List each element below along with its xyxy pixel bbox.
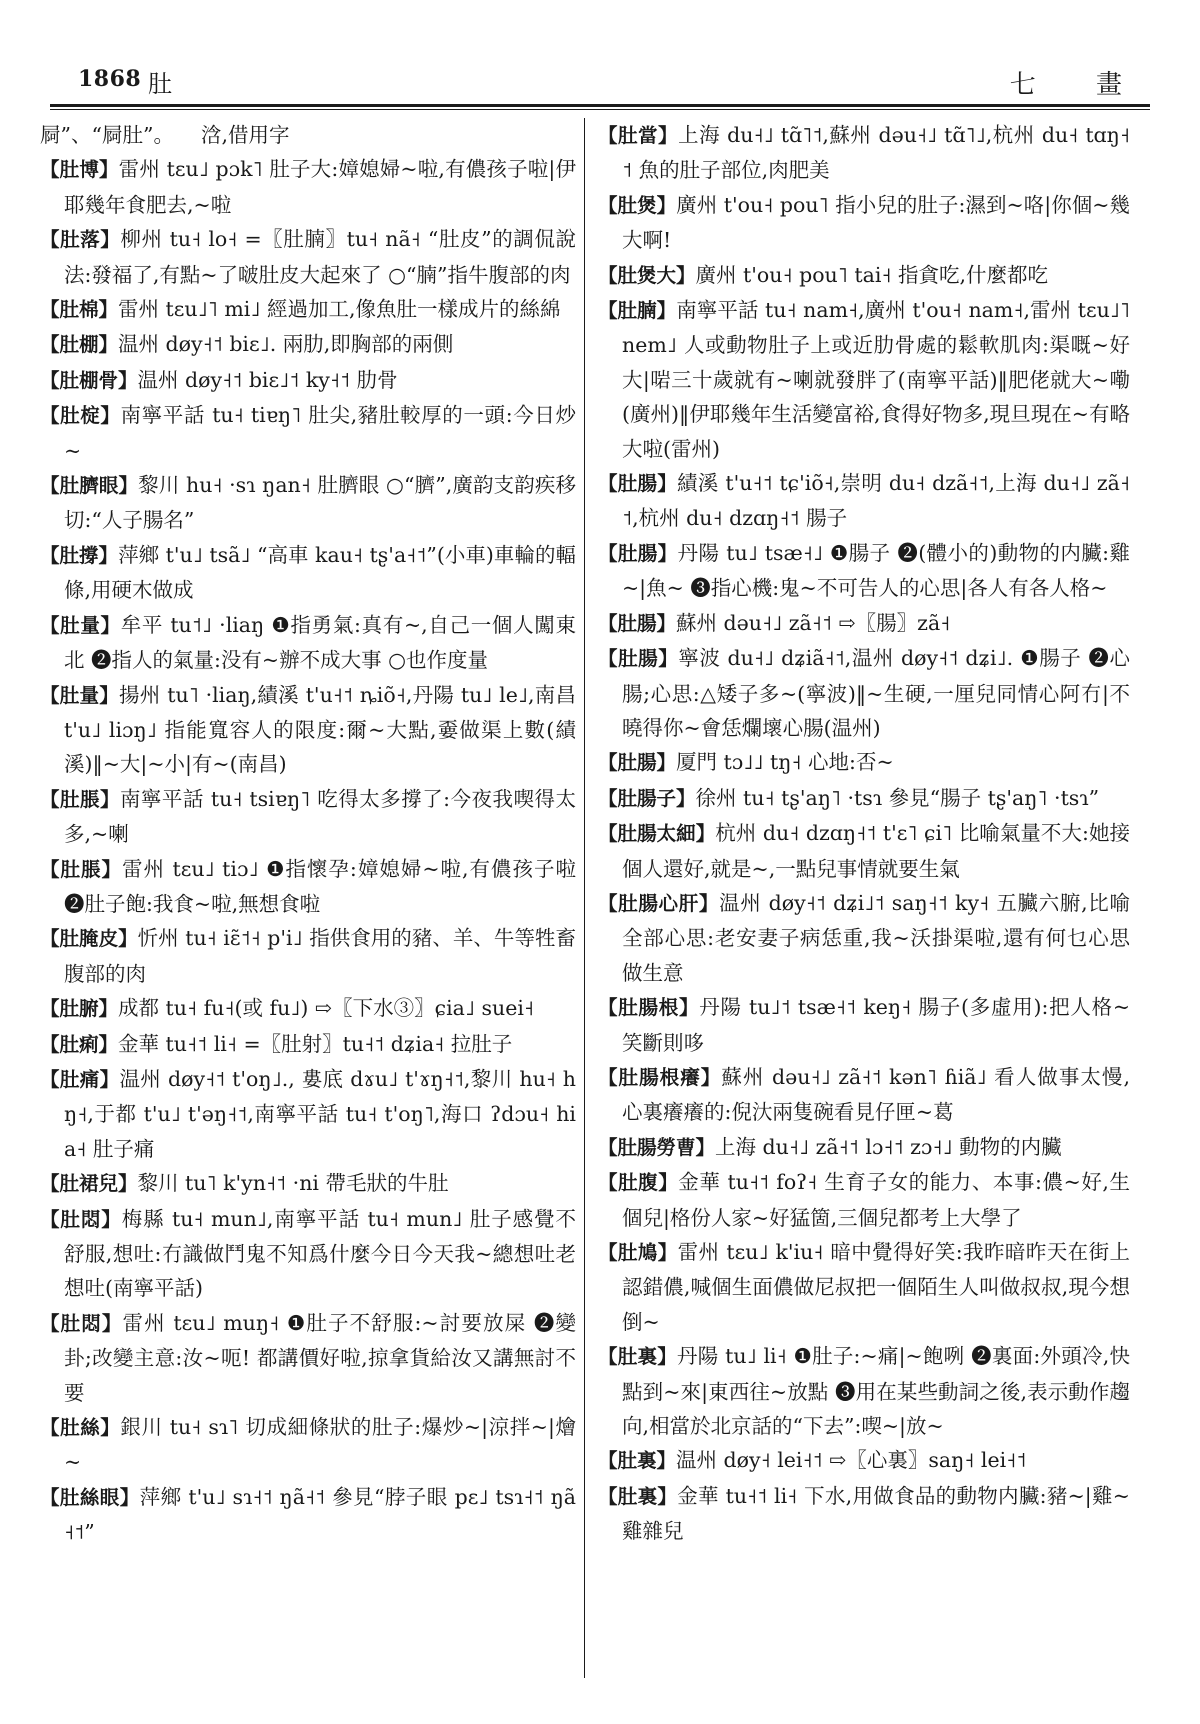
dictionary-entry bbox=[598, 1443, 1130, 1478]
entry-headword: 【肚腸】 bbox=[598, 541, 678, 565]
dictionary-entry bbox=[40, 1027, 576, 1062]
entry-text: 梅縣 tu˧ mun˩,南寧平話 tu˧ mun˩ 肚子感覺不舒服,想吐:冇識做鬥鬼不知爲什麼今日今天我~總想吐老想吐(南寧平話) bbox=[64, 1206, 576, 1301]
page-header bbox=[50, 62, 1150, 102]
entry-text: 金華 tu˧˦ li˧ =〖肚射〗tu˧˦ dʑia˧ 拉肚子 bbox=[118, 1031, 513, 1056]
entry-text: 金華 tu˧˦ foʔ˧ 生育子女的能力、本事:儂~好,生個兒|格份人家~好猛箇,三個兒都考上大學了 bbox=[622, 1170, 1130, 1230]
entry-headword: 【肚臍眼】 bbox=[40, 474, 139, 498]
entry-text: 廣州 t'ou˧ pou˥ tai˧ 指貪吃,什麼都吃 bbox=[695, 262, 1049, 287]
entry-headword: 【肚鳩】 bbox=[598, 1241, 678, 1264]
entry-headword: 【肚量】 bbox=[40, 683, 120, 707]
entry-headword: 【肚痢】 bbox=[40, 1032, 119, 1056]
entry-text: 黎川 hu˧ ·sɿ ŋan˧ 肚臍眼 ○“臍”,廣韵支韵疾移切:“人子腸名” bbox=[64, 473, 576, 533]
entry-text: 南寧平話 tu˧ nam˧,廣州 t'ou˧ nam˧,雷州 tɛu˩˥ nem˩ 人或動物肚子上或近肋骨處的鬆軟肌肉:渠嘅~好大|啱三十歲就有~喇就發胖了(南寧平話)‖肥佬就大~嘞(廣州)‖伊耶幾年生活變富裕,食得好物多,現旦現在~有略大啦(雷州) bbox=[622, 298, 1130, 461]
entry-headword: 【肚量】 bbox=[40, 613, 121, 637]
entry-text: 忻州 tu˧ iɛ̃˦˧ p'i˩ 指供食用的豬、羊、牛等牲畜腹部的肉 bbox=[64, 926, 576, 986]
entry-text: 南寧平話 tu˧ tsiɐŋ˥ 吃得太多撐了:今夜我喫得太多,~喇 bbox=[64, 786, 576, 847]
entry-headword: 【肚裙兒】 bbox=[40, 1172, 138, 1196]
entry-headword: 【肚煲大】 bbox=[598, 263, 696, 287]
entry-headword: 【肚當】 bbox=[598, 124, 679, 147]
dictionary-entry bbox=[598, 1165, 1130, 1235]
page-number: 1868 bbox=[78, 66, 142, 92]
dictionary-entry bbox=[598, 466, 1130, 536]
entry-headword: 【肚腸根】 bbox=[598, 996, 700, 1020]
entry-text: 黎川 tu˥ k'yn˧˦ ·ni 帶毛狀的牛肚 bbox=[137, 1171, 449, 1196]
entry-text: 徐州 tu˧ tʂ'aŋ˥ ·tsɿ 參見“腸子 tʂ'aŋ˥ ·tsɿ” bbox=[695, 785, 1100, 810]
entry-text: 績溪 t'u˧˦ tɕ'iõ˧,崇明 du˧ dzã˧˦,上海 du˧˩ zã˧˦,杭州 du˧ dzɑŋ˧˦ 腸子 bbox=[622, 471, 1130, 531]
entry-text: 南寧平話 tu˧ tiɐŋ˥ 肚尖,豬肚較厚的一頭:今日炒~ bbox=[64, 403, 576, 463]
entry-text: 銀川 tu˧ sɿ˥ 切成細條狀的肚子:爆炒~|涼拌~|燴~ bbox=[64, 1415, 576, 1475]
dictionary-entry bbox=[598, 536, 1130, 606]
entry-headword: 【肚痛】 bbox=[40, 1067, 120, 1091]
dictionary-entry bbox=[40, 1062, 576, 1166]
dictionary-entry bbox=[40, 852, 576, 922]
entry-text: 揚州 tu˥ ·liaŋ,績溪 t'u˧˦ ȵiõ˧,丹陽 tu˩ le˩,南昌 t'u˩ liɔŋ˩ 指能寬容人的限度:爾~大點,嫑做渠上數(績溪)‖~大|~小|有~(南昌) bbox=[64, 682, 576, 777]
entry-text: 上海 du˧˩ zã˧˦ lɔ˧˦ zɔ˧˩ 動物的内臟 bbox=[715, 1134, 1062, 1159]
dictionary-entry bbox=[40, 222, 576, 292]
entry-headword: 【肚裏】 bbox=[598, 1484, 678, 1508]
dictionary-entry bbox=[40, 118, 576, 152]
entry-headword: 【肚落】 bbox=[40, 228, 121, 252]
entry-headword: 【肚脹】 bbox=[40, 857, 122, 881]
dictionary-entry bbox=[40, 782, 576, 852]
entry-text: 廣州 t'ou˧ pou˥ 指小兒的肚子:濕到~咯|你個~幾大啊! bbox=[622, 192, 1130, 253]
dictionary-entry bbox=[598, 118, 1130, 188]
entry-text: 金華 tu˧˦ li˧ 下水,用做食品的動物内臟:豬~|雞~雞雜兒 bbox=[622, 1483, 1130, 1544]
entry-headword: 【肚腸】 bbox=[598, 611, 677, 635]
entry-headword: 【肚腸心肝】 bbox=[598, 891, 720, 915]
header-rule bbox=[50, 104, 1150, 107]
entry-headword: 【肚棚骨】 bbox=[40, 368, 138, 392]
entry-text: 温州 døy˧˦ biɛ˩˦ ky˧˦ 肋骨 bbox=[137, 367, 398, 392]
dictionary-entry bbox=[598, 1235, 1130, 1339]
entry-text: 丹陽 tu˩˦ tsæ˧˦ keŋ˧ 腸子(多虛用):把人格~笑斷則哆 bbox=[622, 995, 1130, 1055]
left-column bbox=[40, 118, 576, 1550]
dictionary-entry bbox=[40, 678, 576, 782]
dictionary-entry bbox=[40, 1410, 576, 1480]
header-rule-thin bbox=[50, 109, 1150, 110]
dictionary-entry bbox=[40, 538, 576, 608]
entry-headword: 【肚棚】 bbox=[40, 333, 119, 357]
entry-text: 蘇州 dəu˧˩ zã˧˦ ⇨〖腸〗zã˧ bbox=[676, 610, 951, 635]
dictionary-entry bbox=[40, 991, 576, 1026]
entry-text: 雷州 tɛu˩ k'iu˧ 暗中覺得好笑:我昨暗昨天在街上認錯儂,喊個生面儂做尼叔把一個陌生人叫做叔叔,現今想倒~ bbox=[622, 1240, 1130, 1334]
entry-headword: 【肚絲】 bbox=[40, 1416, 121, 1440]
entry-text: 萍鄉 t'u˩ sɿ˧˦ ŋã˧˦ 參見“脖子眼 pɛ˩ tsɿ˧˦ ŋã˧˦” bbox=[64, 1484, 576, 1545]
entry-headword: 【肚腩】 bbox=[598, 299, 677, 323]
entry-headword: 【肚腸】 bbox=[598, 647, 679, 671]
entry-headword: 【肚裏】 bbox=[598, 1449, 677, 1473]
entry-headword: 【肚椗】 bbox=[40, 404, 121, 428]
dictionary-entry bbox=[598, 886, 1130, 990]
dictionary-entry bbox=[598, 293, 1130, 466]
dictionary-entry bbox=[40, 152, 576, 222]
entry-text: 柳州 tu˧ lo˧ =〖肚腩〗tu˧ nã˧ “肚皮”的調侃說法:發福了,有點~了啵肚皮大起來了 ○“腩”指牛腹部的肉 bbox=[64, 227, 576, 287]
dictionary-entry bbox=[598, 1060, 1130, 1130]
dictionary-entry bbox=[40, 608, 576, 678]
entry-headword: 【肚脹】 bbox=[40, 787, 120, 811]
dictionary-entry bbox=[40, 1306, 576, 1410]
dictionary-entry bbox=[598, 816, 1130, 886]
dictionary-entry bbox=[598, 781, 1130, 816]
dictionary-entry bbox=[40, 398, 576, 468]
entry-text: 温州 døy˧˦ biɛ˩. 兩肋,即胸部的兩側 bbox=[118, 332, 454, 357]
entry-headword: 【肚腸】 bbox=[598, 751, 677, 775]
dictionary-entry bbox=[598, 641, 1130, 745]
entry-headword: 【肚博】 bbox=[40, 158, 119, 182]
entry-text: 成都 tu˧ fu˧(或 fu˩) ⇨〖下水③〗ɕia˩ suei˧ bbox=[118, 996, 535, 1021]
entry-text: 雷州 tɛu˩˥ mi˩ 經過加工,像魚肚一樣成片的絲綿 bbox=[118, 297, 561, 322]
entry-text: 屙”、“屙肚”。 浛,借用字 bbox=[40, 123, 290, 147]
entry-text: 牟平 tu˦˩ ·liaŋ ❶指勇氣:真有~,自己一個人闖東北 ❷指人的氣量:没有~辦不成大事 ○也作度量 bbox=[64, 612, 576, 673]
entry-headword: 【肚棉】 bbox=[40, 298, 119, 322]
dictionary-entry bbox=[598, 1479, 1130, 1549]
entry-text: 杭州 du˧ dzɑŋ˧˦ t'ɛ˥ ɕi˥ 比喻氣量不大:她接個人還好,就是~,一點兒事情就要生氣 bbox=[622, 821, 1130, 881]
entry-headword: 【肚煲】 bbox=[598, 193, 677, 217]
entry-headword: 【肚裏】 bbox=[598, 1345, 677, 1369]
entry-text: 雷州 tɛu˩ muŋ˧ ❶肚子不舒服:~討要放屎 ❷變卦;改變主意:汝~呃! 都講價好啦,掠拿貨給汝又講無討不要 bbox=[64, 1310, 576, 1405]
entry-text: 温州 døy˧˦ t'oŋ˩., 婁底 dɤu˩ t'ɤŋ˧˦,黎川 hu˧ hŋ˧,于都 t'u˩ t'əŋ˧˦,南寧平話 tu˧ t'oŋ˥,海口 ʔdɔu˧ hia˧ 肚子痛 bbox=[64, 1066, 576, 1161]
entry-headword: 【肚腸勞曹】 bbox=[598, 1135, 716, 1159]
entry-headword: 【肚悶】 bbox=[40, 1207, 122, 1231]
entry-headword: 【肚絲眼】 bbox=[40, 1485, 140, 1509]
dictionary-entry bbox=[598, 258, 1130, 293]
dictionary-entry bbox=[40, 1480, 576, 1550]
entry-headword: 【肚腸太細】 bbox=[598, 822, 716, 846]
dictionary-entry bbox=[40, 292, 576, 327]
entry-text: 蘇州 dəu˧˩ zã˧˦ kən˥ ɦiã˩ 看人做事太慢,心裏癢癢的:倪汏兩隻碗看見仔匣~葛 bbox=[622, 1064, 1130, 1125]
entry-headword: 【肚悶】 bbox=[40, 1311, 123, 1335]
entry-text: 温州 døy˧˦ dʑi˩˦ saŋ˧˦ ky˧ 五臟六腑,比喻全部心思:老安妻子病恁重,我~沃掛渠啦,還有何乜心思做生意 bbox=[622, 890, 1130, 985]
running-head: 肚 bbox=[148, 70, 172, 98]
dictionary-entry bbox=[598, 188, 1130, 258]
entry-headword: 【肚撐】 bbox=[40, 543, 119, 567]
entry-text: 萍鄉 t'u˩ tsã˩ “高車 kau˧ tʂ'a˧˦”(小車)車輪的輻條,用硬木做成 bbox=[64, 542, 576, 603]
entry-text: 丹陽 tu˩ li˧ ❶肚子:~痛|~飽咧 ❷裏面:外頭冷,快點到~來|東西往~放點 ❸用在某些動詞之後,表示動作趨向,相當於北京話的“下去”:喫~|放~ bbox=[622, 1344, 1130, 1439]
right-column bbox=[598, 118, 1130, 1549]
dictionary-entry bbox=[40, 921, 576, 991]
entry-text: 丹陽 tu˩ tsæ˧˩ ❶腸子 ❷(體小的)動物的内臟:雞~|魚~ ❸指心機:鬼~不可告人的心思|各人有各人格~ bbox=[622, 540, 1130, 601]
entry-text: 雷州 tɛu˩ pɔk˥ 肚子大:嫜媳婦~啦,有儂孩子啦|伊耶幾年食肥去,~啦 bbox=[64, 157, 576, 217]
dictionary-entry bbox=[598, 990, 1130, 1060]
entry-headword: 【肚腸子】 bbox=[598, 786, 696, 810]
entry-text: 温州 døy˧ lei˧˦ ⇨〖心裏〗saŋ˧ lei˧˦ bbox=[676, 1448, 1027, 1473]
entry-headword: 【肚腸根癢】 bbox=[598, 1065, 722, 1089]
dictionary-entry bbox=[598, 1339, 1130, 1443]
dictionary-entry bbox=[40, 1202, 576, 1306]
dictionary-entry bbox=[40, 363, 576, 398]
dictionary-entry bbox=[598, 745, 1130, 780]
section-title: 七 畫 bbox=[1009, 70, 1148, 100]
entry-text: 上海 du˧˩ tɑ̃˥˦,蘇州 dəu˧˩ tɑ̃˥˩,杭州 du˧ tɑŋ˧˦ 魚的肚子部位,肉肥美 bbox=[622, 123, 1130, 183]
entry-headword: 【肚腑】 bbox=[40, 997, 119, 1021]
dictionary-entry bbox=[598, 1130, 1130, 1165]
column-divider bbox=[584, 118, 585, 1678]
entry-headword: 【肚腸】 bbox=[598, 472, 678, 496]
entry-text: 雷州 tɛu˩ tiɔ˩ ❶指懷孕:嫜媳婦~啦,有儂孩子啦 ❷肚子飽:我食~啦,無想食啦 bbox=[64, 856, 576, 916]
dictionary-entry bbox=[598, 606, 1130, 641]
dictionary-entry bbox=[40, 468, 576, 538]
entry-headword: 【肚腌皮】 bbox=[40, 927, 138, 951]
entry-text: 厦門 tɔ˩˩ tŋ˧ 心地:否~ bbox=[676, 750, 894, 775]
entry-headword: 【肚腹】 bbox=[598, 1171, 679, 1195]
entry-text: 寧波 du˧˩ dʑiã˧˦,温州 døy˧˦ dʑi˩. ❶腸子 ❷心腸;心思:△矮子多~(寧波)‖~生硬,一厘兒同情心阿冇|不曉得你~會恁爛壞心腸(温州) bbox=[622, 646, 1130, 740]
dictionary-entry bbox=[40, 327, 576, 362]
dictionary-entry bbox=[40, 1166, 576, 1201]
